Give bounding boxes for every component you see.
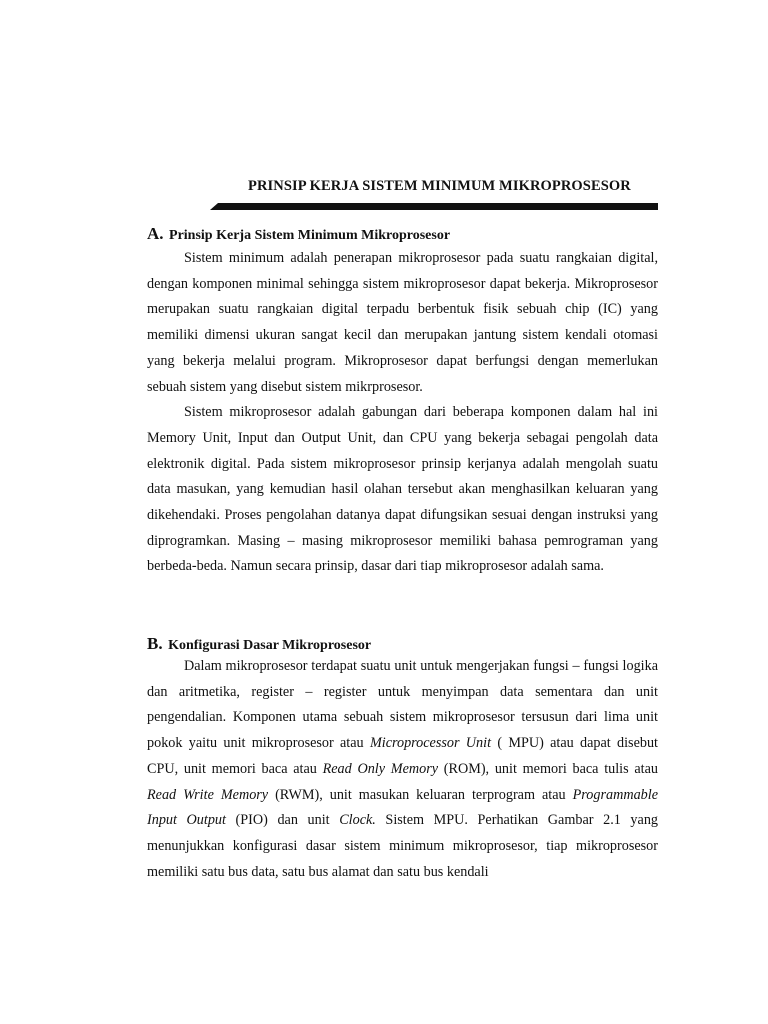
chapter-title: PRINSIP KERJA SISTEM MINIMUM MIKROPROSESOR	[248, 178, 631, 194]
text-run: (PIO) dan unit	[225, 812, 340, 829]
text-run: ( MPU) atau dapat disebut CPU, unit memori baca atau	[147, 735, 658, 777]
section-a-heading	[147, 224, 450, 244]
section-a-paragraph-2: Sistem mikroprosesor adalah gabungan dari beberapa komponen dalam hal ini Memory Unit, Input dan Output Unit, dan CPU yang bekerja sebagai pengolah data elektronik digital. Pada sistem mikroprosesor prinsip kerjanya adalah mengolah suatu data masukan, yang kemudian hasil olahan tersebut akan menghasilkan keluaran yang dikehendaki. Proses pengolahan datanya dapat difungsikan sesuai dengan instruksi yang diprogramkan. Masing – masing mikroprosesor memiliki bahasa pemrograman yang berbeda-beda. Namun secara prinsip, dasar dari tiap mikroprosesor adalah sama.	[147, 404, 658, 575]
section-a-body	[147, 246, 658, 580]
text-run: (ROM), unit memori baca tulis atau	[438, 760, 658, 777]
section-b-paragraph-1	[147, 654, 658, 885]
section-b-letter: B.	[147, 634, 163, 653]
text-run: Dalam mikroprosesor terdapat suatu unit untuk mengerjakan fungsi – fungsi logika dan aritmetika, register – register untuk menyimpan data sementara dan unit pengendalian. Komponen utama sebuah sistem mikroprosesor tersusun dari lima unit pokok yaitu unit mikroprosesor atau	[147, 658, 658, 752]
section-b-title: Konfigurasi Dasar Mikroprosesor	[168, 638, 372, 653]
section-b-heading	[147, 634, 371, 654]
section-a-letter: A.	[147, 224, 164, 243]
term-programmable-input-output: Programmable Input Output	[147, 786, 658, 829]
section-b-body	[147, 654, 658, 885]
term-microprocessor-unit: Microprocessor Unit	[369, 735, 492, 752]
section-a-title: Prinsip Kerja Sistem Minimum Mikroprosesor	[169, 228, 451, 243]
term-read-only-memory: Read Only Memory	[322, 760, 439, 777]
term-read-write-memory: Read Write Memory	[147, 786, 269, 803]
text-run: Sistem MPU. Perhatikan Gambar 2.1 yang menunjukkan konfigurasi dasar sistem minimum mikroprosesor, tiap mikroprosesor memiliki satu bus data, satu bus alamat dan satu bus kendali	[147, 812, 659, 880]
title-underline-rule	[210, 201, 658, 210]
section-a-paragraph-1: Sistem minimum adalah penerapan mikroprosesor pada suatu rangkaian digital, dengan komponen minimal sehingga sistem mikroprosesor dapat bekerja. Mikroprosesor merupakan suatu rangkaian digital terpadu berbentuk fisik sebuah chip (IC) yang memiliki dimensi ukuran sangat kecil dan merupakan jantung sistem kendali otomasi yang bekerja melalui program. Mikroprosesor dapat berfungsi dengan memerlukan sebuah sistem yang disebut sistem mikrprosesor.	[147, 250, 658, 395]
text-run: (RWM), unit masukan keluaran terprogram atau	[268, 786, 573, 803]
term-clock: Clock.	[339, 812, 376, 829]
